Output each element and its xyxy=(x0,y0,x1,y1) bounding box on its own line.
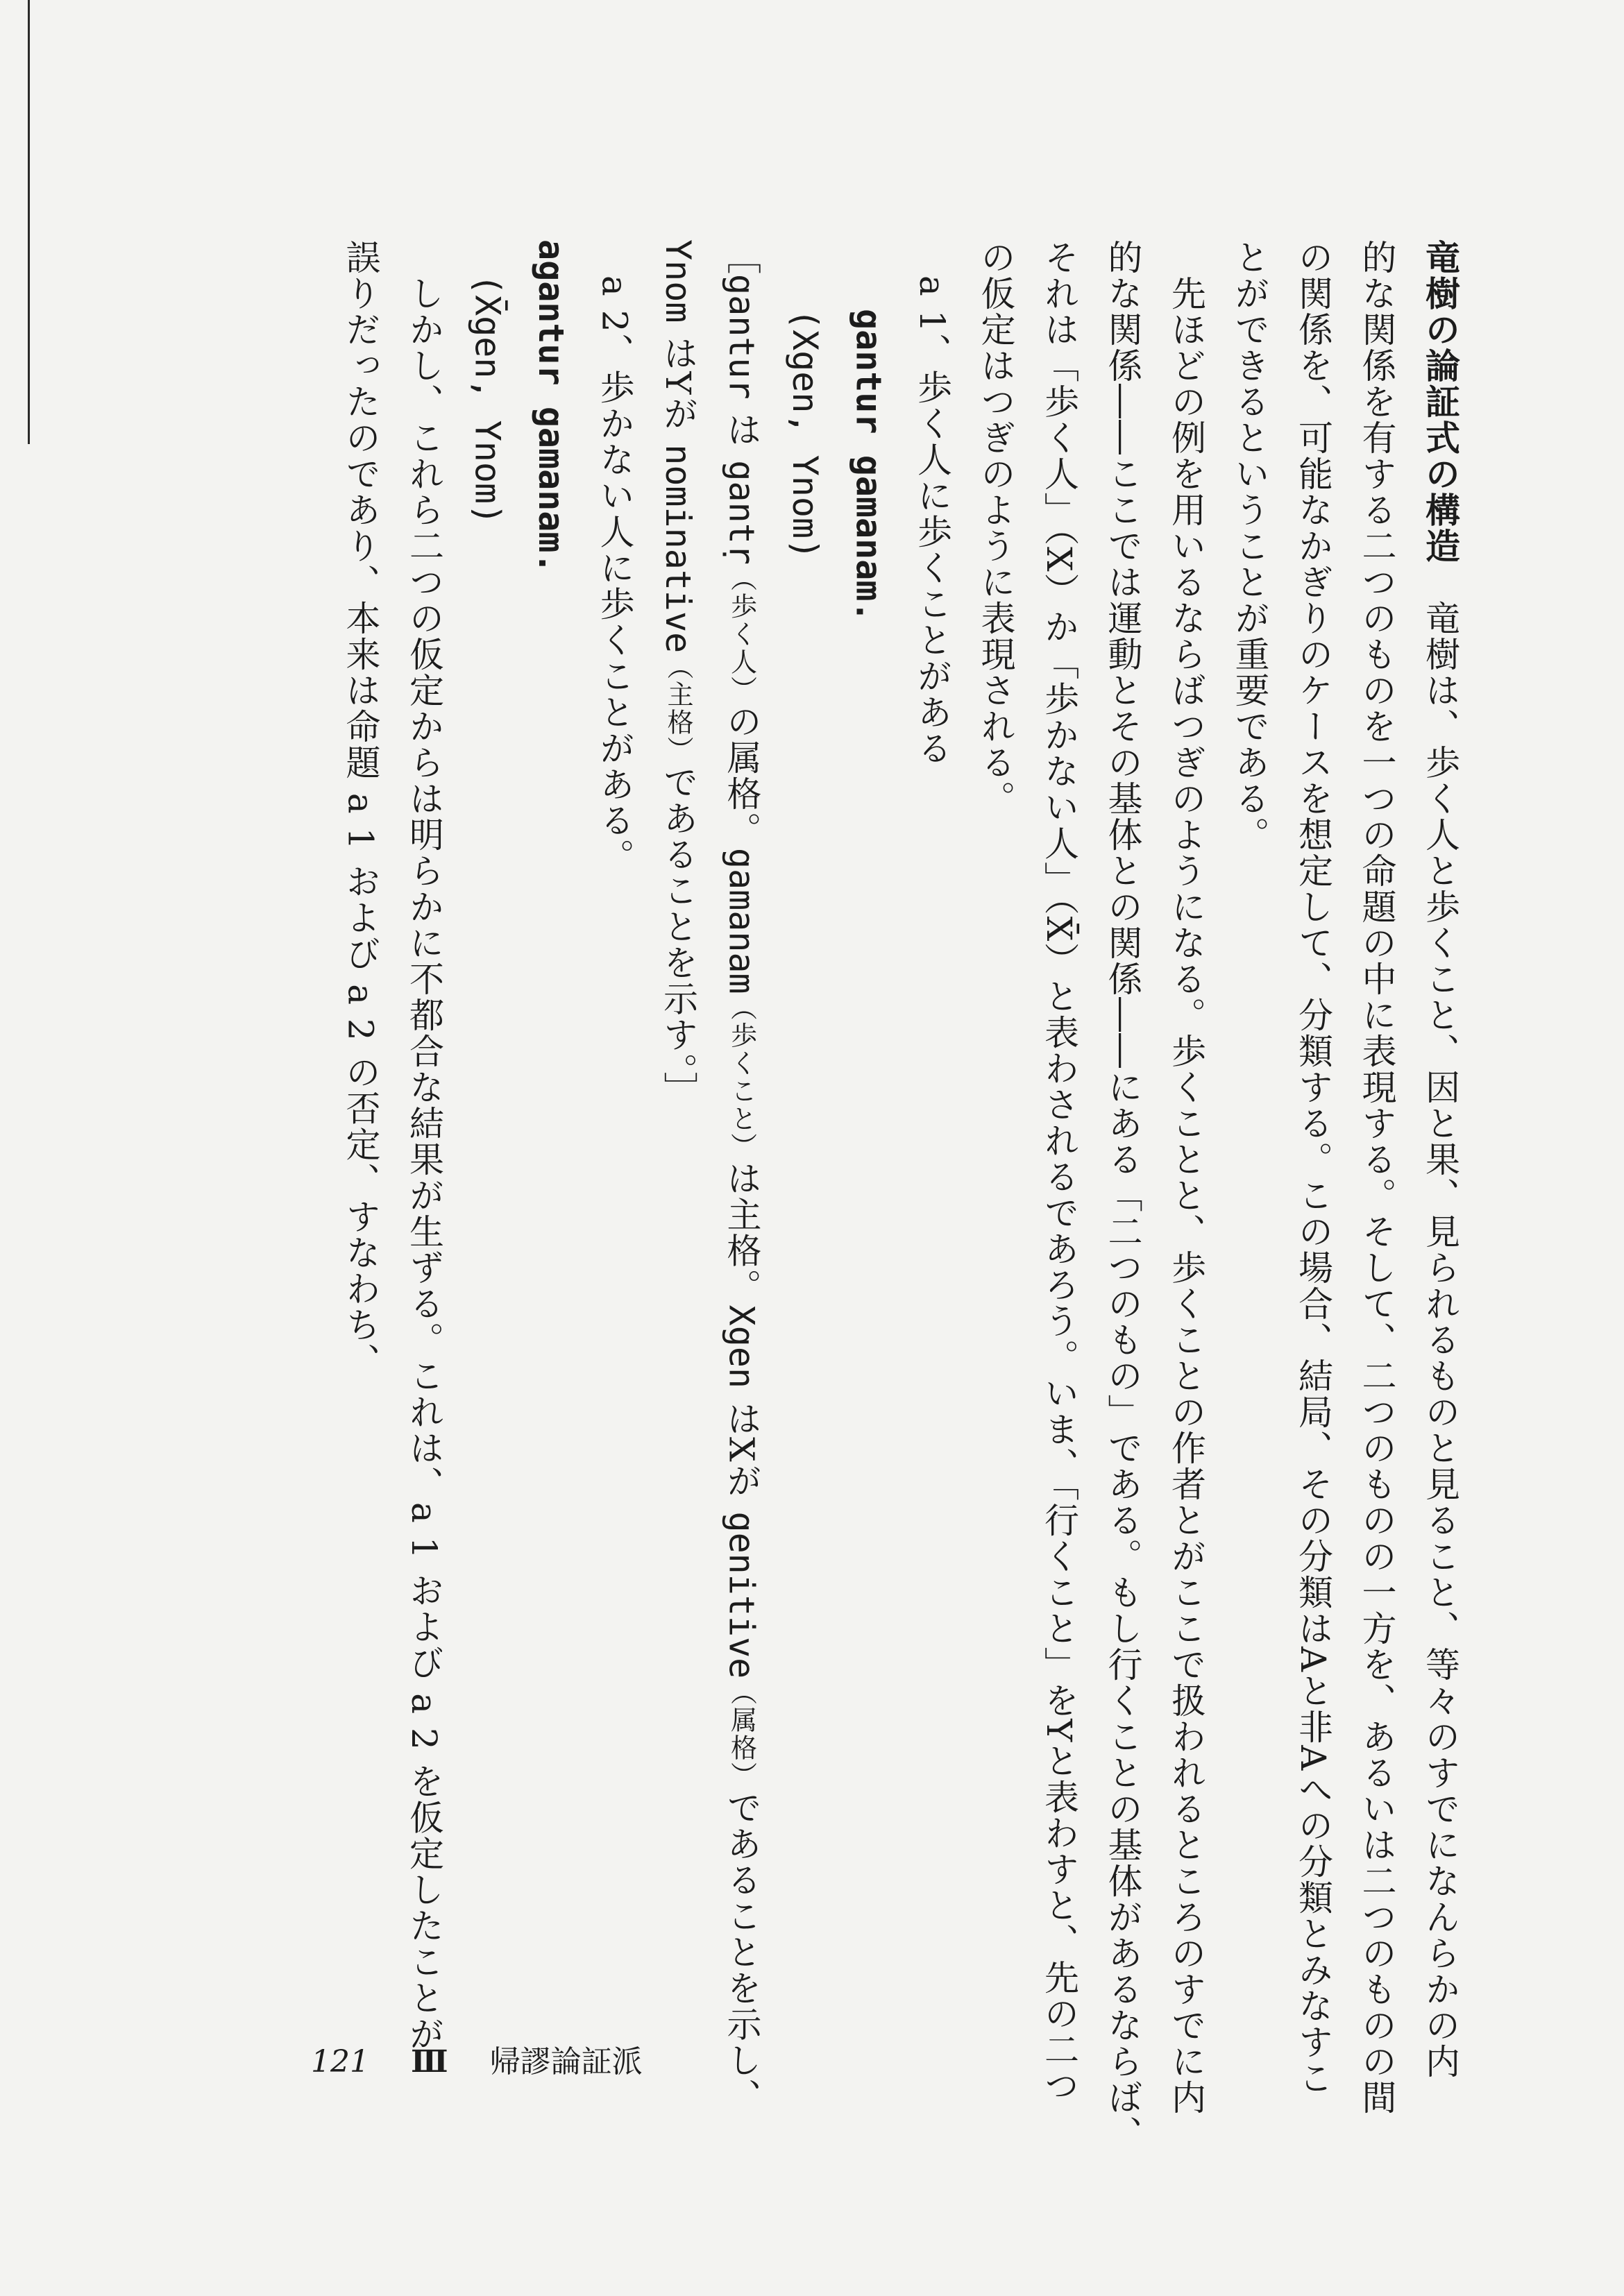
page-footer xyxy=(311,2036,643,2081)
text-run: 先ほどの例を用いるならばつぎのようになる。歩くことと、歩くことの作者とがここで扱われるところのすでに内 xyxy=(1166,239,1206,2116)
text-column xyxy=(531,239,571,574)
text-run: （主格） xyxy=(663,653,693,765)
text-run: それは「歩く人」（X）か「歩かない人」（X̄）と表わされるであろう。いま、「行くこと」をYと表わすと、先の二つ xyxy=(1039,239,1079,2104)
text-run: の関係を、可能なかぎりのケースを想定して、分類する。この場合、結局、その分類はAと非Aへの分類とみなすこ xyxy=(1293,239,1333,2097)
text-column xyxy=(404,239,444,2052)
text-run: nominative xyxy=(658,444,698,654)
text-run: (X̄gen, Ynom) xyxy=(467,239,508,525)
text-run: gantṛ xyxy=(721,460,762,565)
text-column xyxy=(785,239,825,560)
text-run: 誤りだったのであり、本来は命題 a 1 および a 2 の否定、すなわち、 xyxy=(340,239,381,1379)
chapter-title: 帰謬論証派 xyxy=(489,2044,643,2080)
text-run: a 1、歩く人に歩くことがある xyxy=(912,239,952,767)
text-run: gantur gamanam. xyxy=(848,239,889,622)
text-column xyxy=(912,239,952,767)
text-run: （歩くこと） xyxy=(726,994,757,1161)
text-run: agantur gamanam. xyxy=(531,239,571,574)
text-run: genitive xyxy=(721,1511,762,1679)
page-edge-line xyxy=(28,0,30,444)
text-column xyxy=(1420,239,1460,2080)
text-column xyxy=(1102,239,1143,2152)
text-column xyxy=(848,239,889,622)
text-run: a 2、歩かない人に歩くことがある。 xyxy=(594,239,635,875)
text-run: Ynom xyxy=(658,239,698,323)
text-column xyxy=(467,239,508,525)
text-run: の属格。 xyxy=(721,703,762,848)
text-run: 的な関係を有する二つのものを一つの命題の中に表現する。そして、二つのものの一方を、あるいは二つのものの間 xyxy=(1356,239,1397,2116)
text-run: gamanam xyxy=(721,847,762,994)
text-run: ［gantur xyxy=(721,239,762,400)
text-column xyxy=(721,239,762,2115)
section-number: Ⅲ xyxy=(410,2044,448,2080)
text-run: 竜樹は、歩く人と歩くこと、因と果、見られるものと見ること、等々のすでになんらかの内 xyxy=(1420,564,1460,2080)
text-run: とができるということが重要である。 xyxy=(1229,239,1270,853)
text-column xyxy=(1293,239,1333,2097)
text-run: はYが xyxy=(658,323,698,445)
page-number: 121 xyxy=(311,2044,369,2080)
text-column xyxy=(1356,239,1397,2116)
text-run: （歩く人） xyxy=(726,564,757,704)
text-run: はXが xyxy=(721,1388,762,1512)
text-column xyxy=(1166,239,1206,2116)
text-run: 竜樹の論証式の構造 xyxy=(1420,239,1460,564)
text-column xyxy=(658,239,698,1108)
text-run: 的な関係――ここでは運動とその基体との関係――にある「二つのもの」である。もし行くことの基体があるならば、 xyxy=(1102,239,1143,2152)
text-column xyxy=(1039,239,1079,2104)
text-column xyxy=(975,239,1016,817)
text-run: しかし、これら二つの仮定からは明らかに不都合な結果が生ずる。これは、a 1 および a 2 を仮定したことが xyxy=(404,239,444,2052)
text-run: であることを示し、 xyxy=(721,1789,762,2115)
text-run: の仮定はつぎのように表現される。 xyxy=(975,239,1016,817)
text-run: であることを示す。］ xyxy=(658,764,698,1108)
text-column xyxy=(594,239,635,875)
text-column xyxy=(340,239,381,1379)
text-run: (Xgen, Ynom) xyxy=(785,239,825,560)
text-run: （属格） xyxy=(726,1678,757,1790)
text-run: Xgen xyxy=(721,1304,762,1389)
text-run: は xyxy=(721,399,762,461)
text-column xyxy=(1229,239,1270,853)
text-run: は主格。 xyxy=(721,1160,762,1305)
